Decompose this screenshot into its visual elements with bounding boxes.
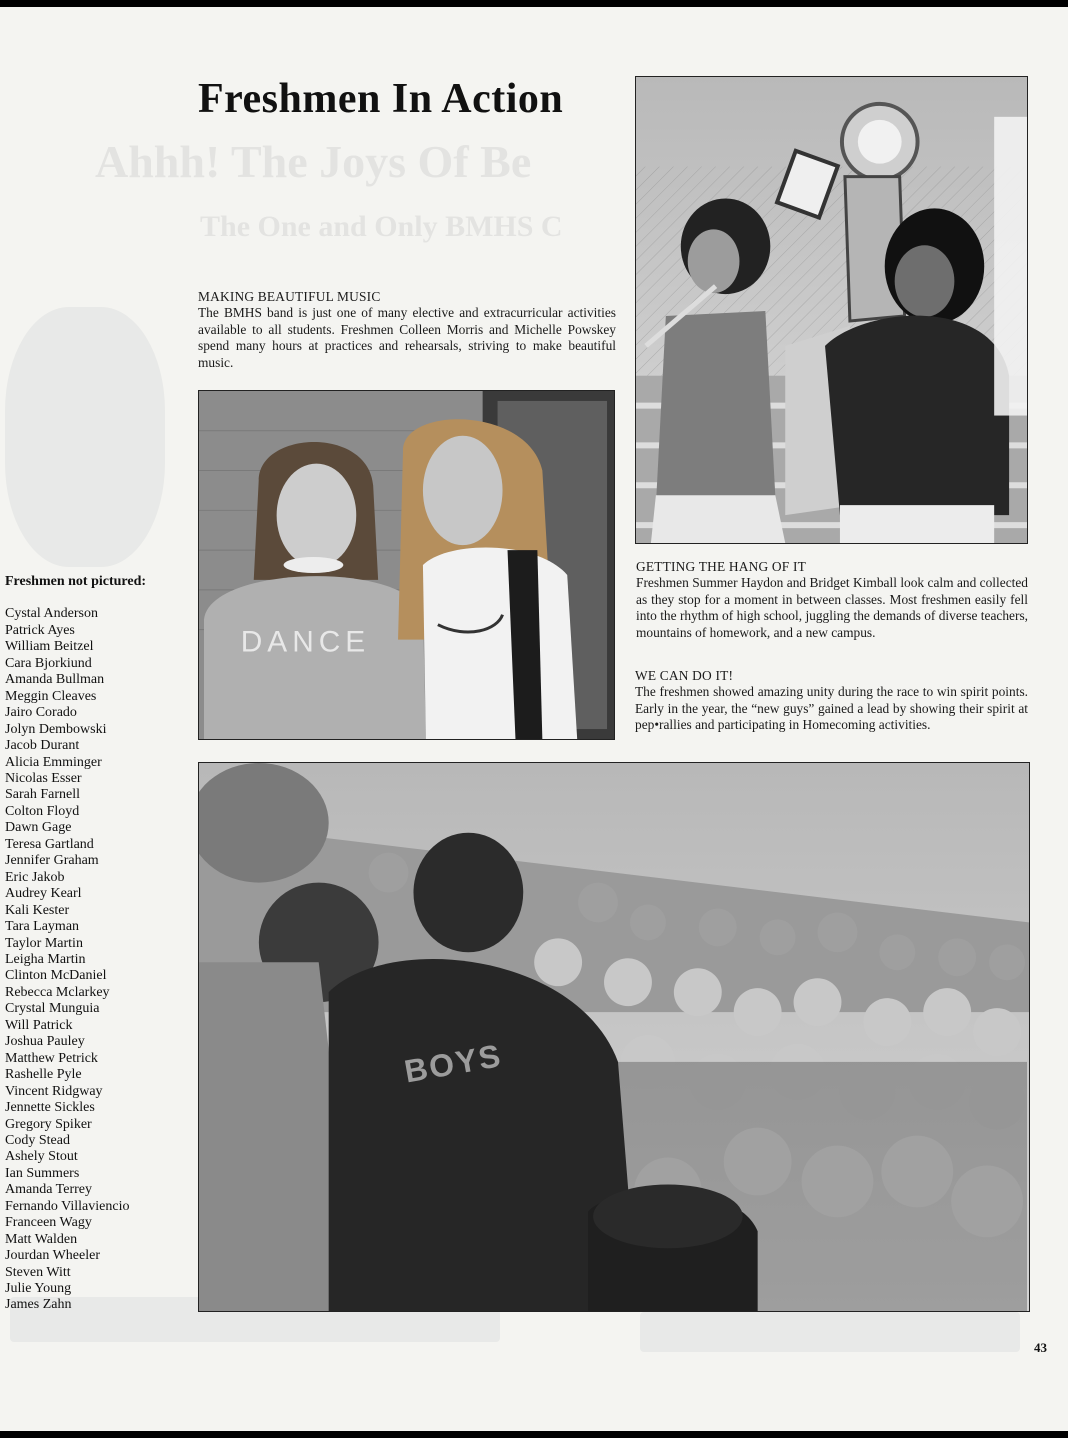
caption-heading: GETTING THE HANG OF IT <box>636 559 807 574</box>
list-item: Cody Stead <box>5 1132 70 1148</box>
caption-hang <box>636 559 1028 641</box>
list-item: Ian Summers <box>5 1165 80 1181</box>
list-item: Matt Walden <box>5 1231 78 1247</box>
list-item: Cystal Anderson <box>5 606 98 622</box>
list-item: Eric Jakob <box>5 869 65 885</box>
list-item: Ashely Stout <box>5 1149 78 1165</box>
list-item: Patrick Ayes <box>5 622 75 638</box>
list-item: James Zahn <box>5 1297 72 1313</box>
page-title: Freshmen In Action <box>198 76 564 122</box>
list-item: Amanda Terrey <box>5 1182 93 1198</box>
list-item: Cara Bjorkiund <box>5 655 92 671</box>
dance-shirt-text: DANCE <box>240 625 371 659</box>
list-item: Jairo Corado <box>5 705 77 721</box>
list-item: Matthew Petrick <box>5 1050 98 1066</box>
ghost-shape <box>5 307 165 567</box>
yearbook-page <box>0 7 1068 1431</box>
caption-body: Freshmen Summer Haydon and Bridget Kimball look calm and collected as they stop for a moment in between classes. Most freshmen easily fell into the rhythm of high school, juggling the demands of diverse teachers, mountains of homework, and a new campus. <box>636 575 1028 640</box>
list-item: Crystal Munguia <box>5 1001 100 1017</box>
list-item: Jourdan Wheeler <box>5 1248 100 1264</box>
band-photo-icon <box>636 77 1027 543</box>
list-item: Gregory Spiker <box>5 1116 92 1132</box>
ghost-headline: Ahhh! The Joys Of Be <box>95 136 532 187</box>
caption-unity <box>635 668 1028 734</box>
list-item: Franceen Wagy <box>5 1215 92 1231</box>
list-item: Taylor Martin <box>5 935 83 951</box>
list-item: Jolyn Dembowski <box>5 721 107 737</box>
not-pictured-list <box>5 574 195 1314</box>
caption-body: The BMHS band is just one of many elective and extracurricular activities available to all students. Freshmen Colleen Morris and Michelle Powskey spend many hours at practices and rehearsals, striving to make beautiful music. <box>198 305 616 370</box>
list-item: Tara Layman <box>5 919 80 935</box>
list-item: Joshua Pauley <box>5 1034 85 1050</box>
photo-crowd <box>198 762 1030 1312</box>
ghost-shape <box>640 1312 1020 1352</box>
crowd-photo-icon <box>199 763 1029 1311</box>
list-item: Sarah Farnell <box>5 787 81 803</box>
caption-heading: MAKING BEAUTIFUL MUSIC <box>198 289 381 304</box>
list-item: Kali Kester <box>5 902 70 918</box>
page-number: 43 <box>1034 1340 1047 1355</box>
list-item: Julie Young <box>5 1281 72 1297</box>
caption-heading: WE CAN DO IT! <box>635 668 734 683</box>
caption-body: The freshmen showed amazing unity during the race to win spirit points. Early in the year, the “new guys” gained a lead by showing their spirit at pep•rallies and participating in Homecoming activities. <box>635 684 1028 733</box>
list-item: Jennifer Graham <box>5 853 99 869</box>
ghost-subheadline: The One and Only BMHS C <box>200 210 563 243</box>
list-item: Dawn Gage <box>5 820 72 836</box>
list-item: Jacob Durant <box>5 738 80 754</box>
list-item: Nicolas Esser <box>5 770 82 786</box>
photo-band <box>635 76 1028 544</box>
list-item: Teresa Gartland <box>5 836 94 852</box>
list-item: Vincent Ridgway <box>5 1083 103 1099</box>
list-item: Will Patrick <box>5 1017 73 1033</box>
list-item: Clinton McDaniel <box>5 968 107 984</box>
boys-jacket-text: BOYS <box>401 1037 505 1090</box>
list-item: Meggin Cleaves <box>5 688 97 704</box>
list-item: Rashelle Pyle <box>5 1067 82 1083</box>
list-item: Leigha Martin <box>5 951 86 967</box>
names-list <box>5 606 195 1313</box>
list-item: Audrey Kearl <box>5 886 82 902</box>
girls-photo-icon <box>199 391 614 739</box>
caption-music <box>198 289 616 371</box>
list-item: Rebecca Mclarkey <box>5 984 110 1000</box>
list-item: Alicia Emminger <box>5 754 102 770</box>
list-item: Amanda Bullman <box>5 672 105 688</box>
list-item: Jennette Sickles <box>5 1100 95 1116</box>
not-pictured-heading: Freshmen not pictured: <box>5 574 147 589</box>
list-item: Colton Floyd <box>5 803 80 819</box>
photo-girls <box>198 390 615 740</box>
list-item: Steven Witt <box>5 1264 71 1280</box>
list-item: William Beitzel <box>5 639 94 655</box>
list-item: Fernando Villaviencio <box>5 1198 130 1214</box>
